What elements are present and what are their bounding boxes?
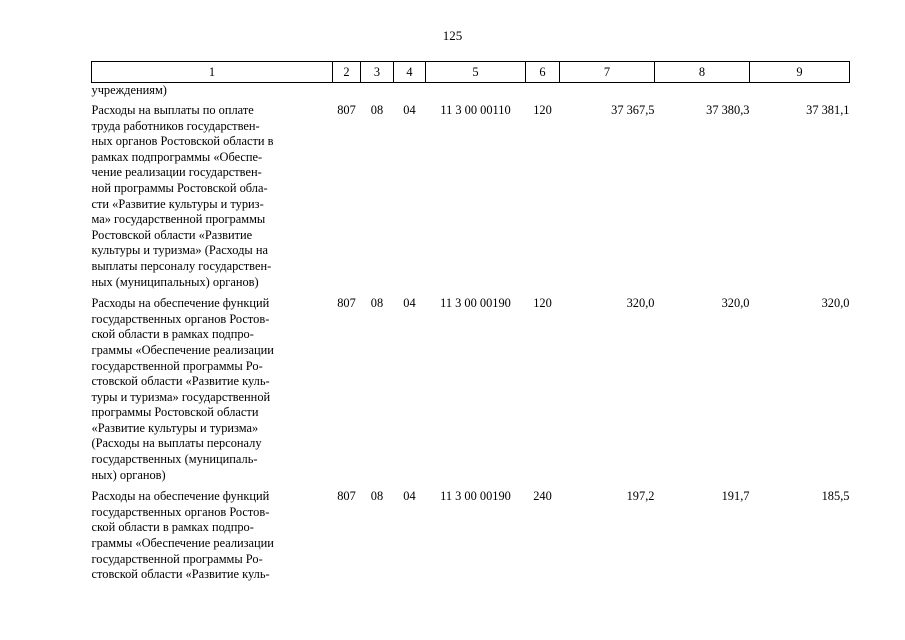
description-line: выплаты персоналу государствен- bbox=[91, 258, 272, 273]
description-line: государственных органов Ростов- bbox=[91, 311, 270, 326]
subsection-code: 04 bbox=[403, 489, 416, 504]
description-line: культуры и туризма» (Расходы на bbox=[91, 243, 268, 258]
description-line: туры и туризма» государственной bbox=[91, 389, 271, 404]
section-code: 08 bbox=[370, 489, 384, 504]
amount-year-1: 197,2 bbox=[626, 489, 655, 504]
page-number: 125 bbox=[442, 28, 463, 43]
description-line: программы Ростовской области bbox=[91, 405, 259, 420]
column-header: 7 bbox=[560, 62, 655, 83]
description-line: ской области в рамках подпро- bbox=[91, 520, 254, 535]
subsection-code: 04 bbox=[403, 296, 416, 311]
column-header: 1 bbox=[92, 62, 333, 83]
continuation-row bbox=[92, 83, 850, 98]
expense-type-code: 240 bbox=[533, 489, 552, 504]
budget-table bbox=[91, 61, 850, 583]
table-row bbox=[92, 489, 850, 583]
description-line: государственной программы Ро- bbox=[91, 358, 263, 373]
column-header: 3 bbox=[361, 62, 394, 83]
row-description bbox=[92, 103, 333, 290]
description-line: сти «Развитие культуры и туриз- bbox=[91, 196, 264, 211]
expense-type-code: 120 bbox=[533, 296, 552, 311]
amount-year-1: 320,0 bbox=[626, 296, 655, 311]
description-line: государственных органов Ростов- bbox=[91, 504, 270, 519]
description-line: государственных (муниципаль- bbox=[91, 452, 258, 467]
ministry-code: 807 bbox=[337, 103, 356, 117]
description-line: Расходы на обеспечение функций bbox=[91, 296, 270, 311]
section-code: 08 bbox=[370, 103, 384, 117]
column-header: 5 bbox=[426, 62, 526, 83]
subsection-code: 04 bbox=[403, 103, 416, 117]
description-line: труда работников государствен- bbox=[91, 118, 260, 133]
description-line: стовской области «Развитие куль- bbox=[91, 567, 270, 582]
row-description bbox=[92, 296, 333, 483]
description-line: чение реализации государствен- bbox=[91, 165, 262, 180]
description-line: ской области в рамках подпро- bbox=[91, 327, 254, 342]
description-line: Расходы на обеспечение функций bbox=[91, 489, 270, 504]
description-line: ных органов Ростовской области в bbox=[91, 134, 274, 149]
column-header: 4 bbox=[394, 62, 426, 83]
amount-year-1: 37 367,5 bbox=[611, 103, 655, 117]
description-line: ных) органов) bbox=[91, 467, 166, 482]
description-line: (Расходы на выплаты персоналу bbox=[91, 436, 262, 451]
expense-type-code: 120 bbox=[533, 103, 552, 117]
target-article-code: 11 3 00 00190 bbox=[440, 489, 511, 504]
section-code: 08 bbox=[370, 296, 384, 311]
description-line: «Развитие культуры и туризма» bbox=[91, 420, 259, 435]
continuation-text: учреждениям) bbox=[91, 83, 167, 97]
column-header: 8 bbox=[655, 62, 750, 83]
amount-year-2: 37 380,3 bbox=[706, 103, 750, 117]
column-header: 6 bbox=[526, 62, 560, 83]
target-article-code: 11 3 00 00190 bbox=[440, 296, 511, 311]
amount-year-2: 320,0 bbox=[721, 296, 750, 311]
description-line: стовской области «Развитие куль- bbox=[91, 374, 270, 389]
description-line: ных (муниципальных) органов) bbox=[91, 274, 259, 289]
column-header: 2 bbox=[333, 62, 361, 83]
table-row bbox=[92, 103, 850, 290]
amount-year-3: 37 381,1 bbox=[806, 103, 850, 117]
description-line: государственной программы Ро- bbox=[91, 551, 263, 566]
amount-year-3: 185,5 bbox=[821, 489, 850, 504]
amount-year-3: 320,0 bbox=[821, 296, 850, 311]
description-line: ма» государственной программы bbox=[91, 212, 266, 227]
ministry-code: 807 bbox=[337, 489, 356, 504]
column-header: 9 bbox=[750, 62, 850, 83]
ministry-code: 807 bbox=[337, 296, 356, 311]
column-number-row bbox=[92, 62, 850, 83]
description-line: рамках подпрограммы «Обеспе- bbox=[91, 149, 263, 164]
description-line: ной программы Ростовской обла- bbox=[91, 180, 268, 195]
table-row bbox=[92, 296, 850, 483]
amount-year-2: 191,7 bbox=[721, 489, 750, 504]
target-article-code: 11 3 00 00110 bbox=[440, 103, 511, 117]
row-description bbox=[92, 489, 333, 583]
description-line: Расходы на выплаты по оплате bbox=[91, 103, 254, 117]
description-line: граммы «Обеспечение реализации bbox=[91, 342, 274, 357]
description-line: Ростовской области «Развитие bbox=[91, 227, 253, 242]
description-line: граммы «Обеспечение реализации bbox=[91, 536, 274, 551]
